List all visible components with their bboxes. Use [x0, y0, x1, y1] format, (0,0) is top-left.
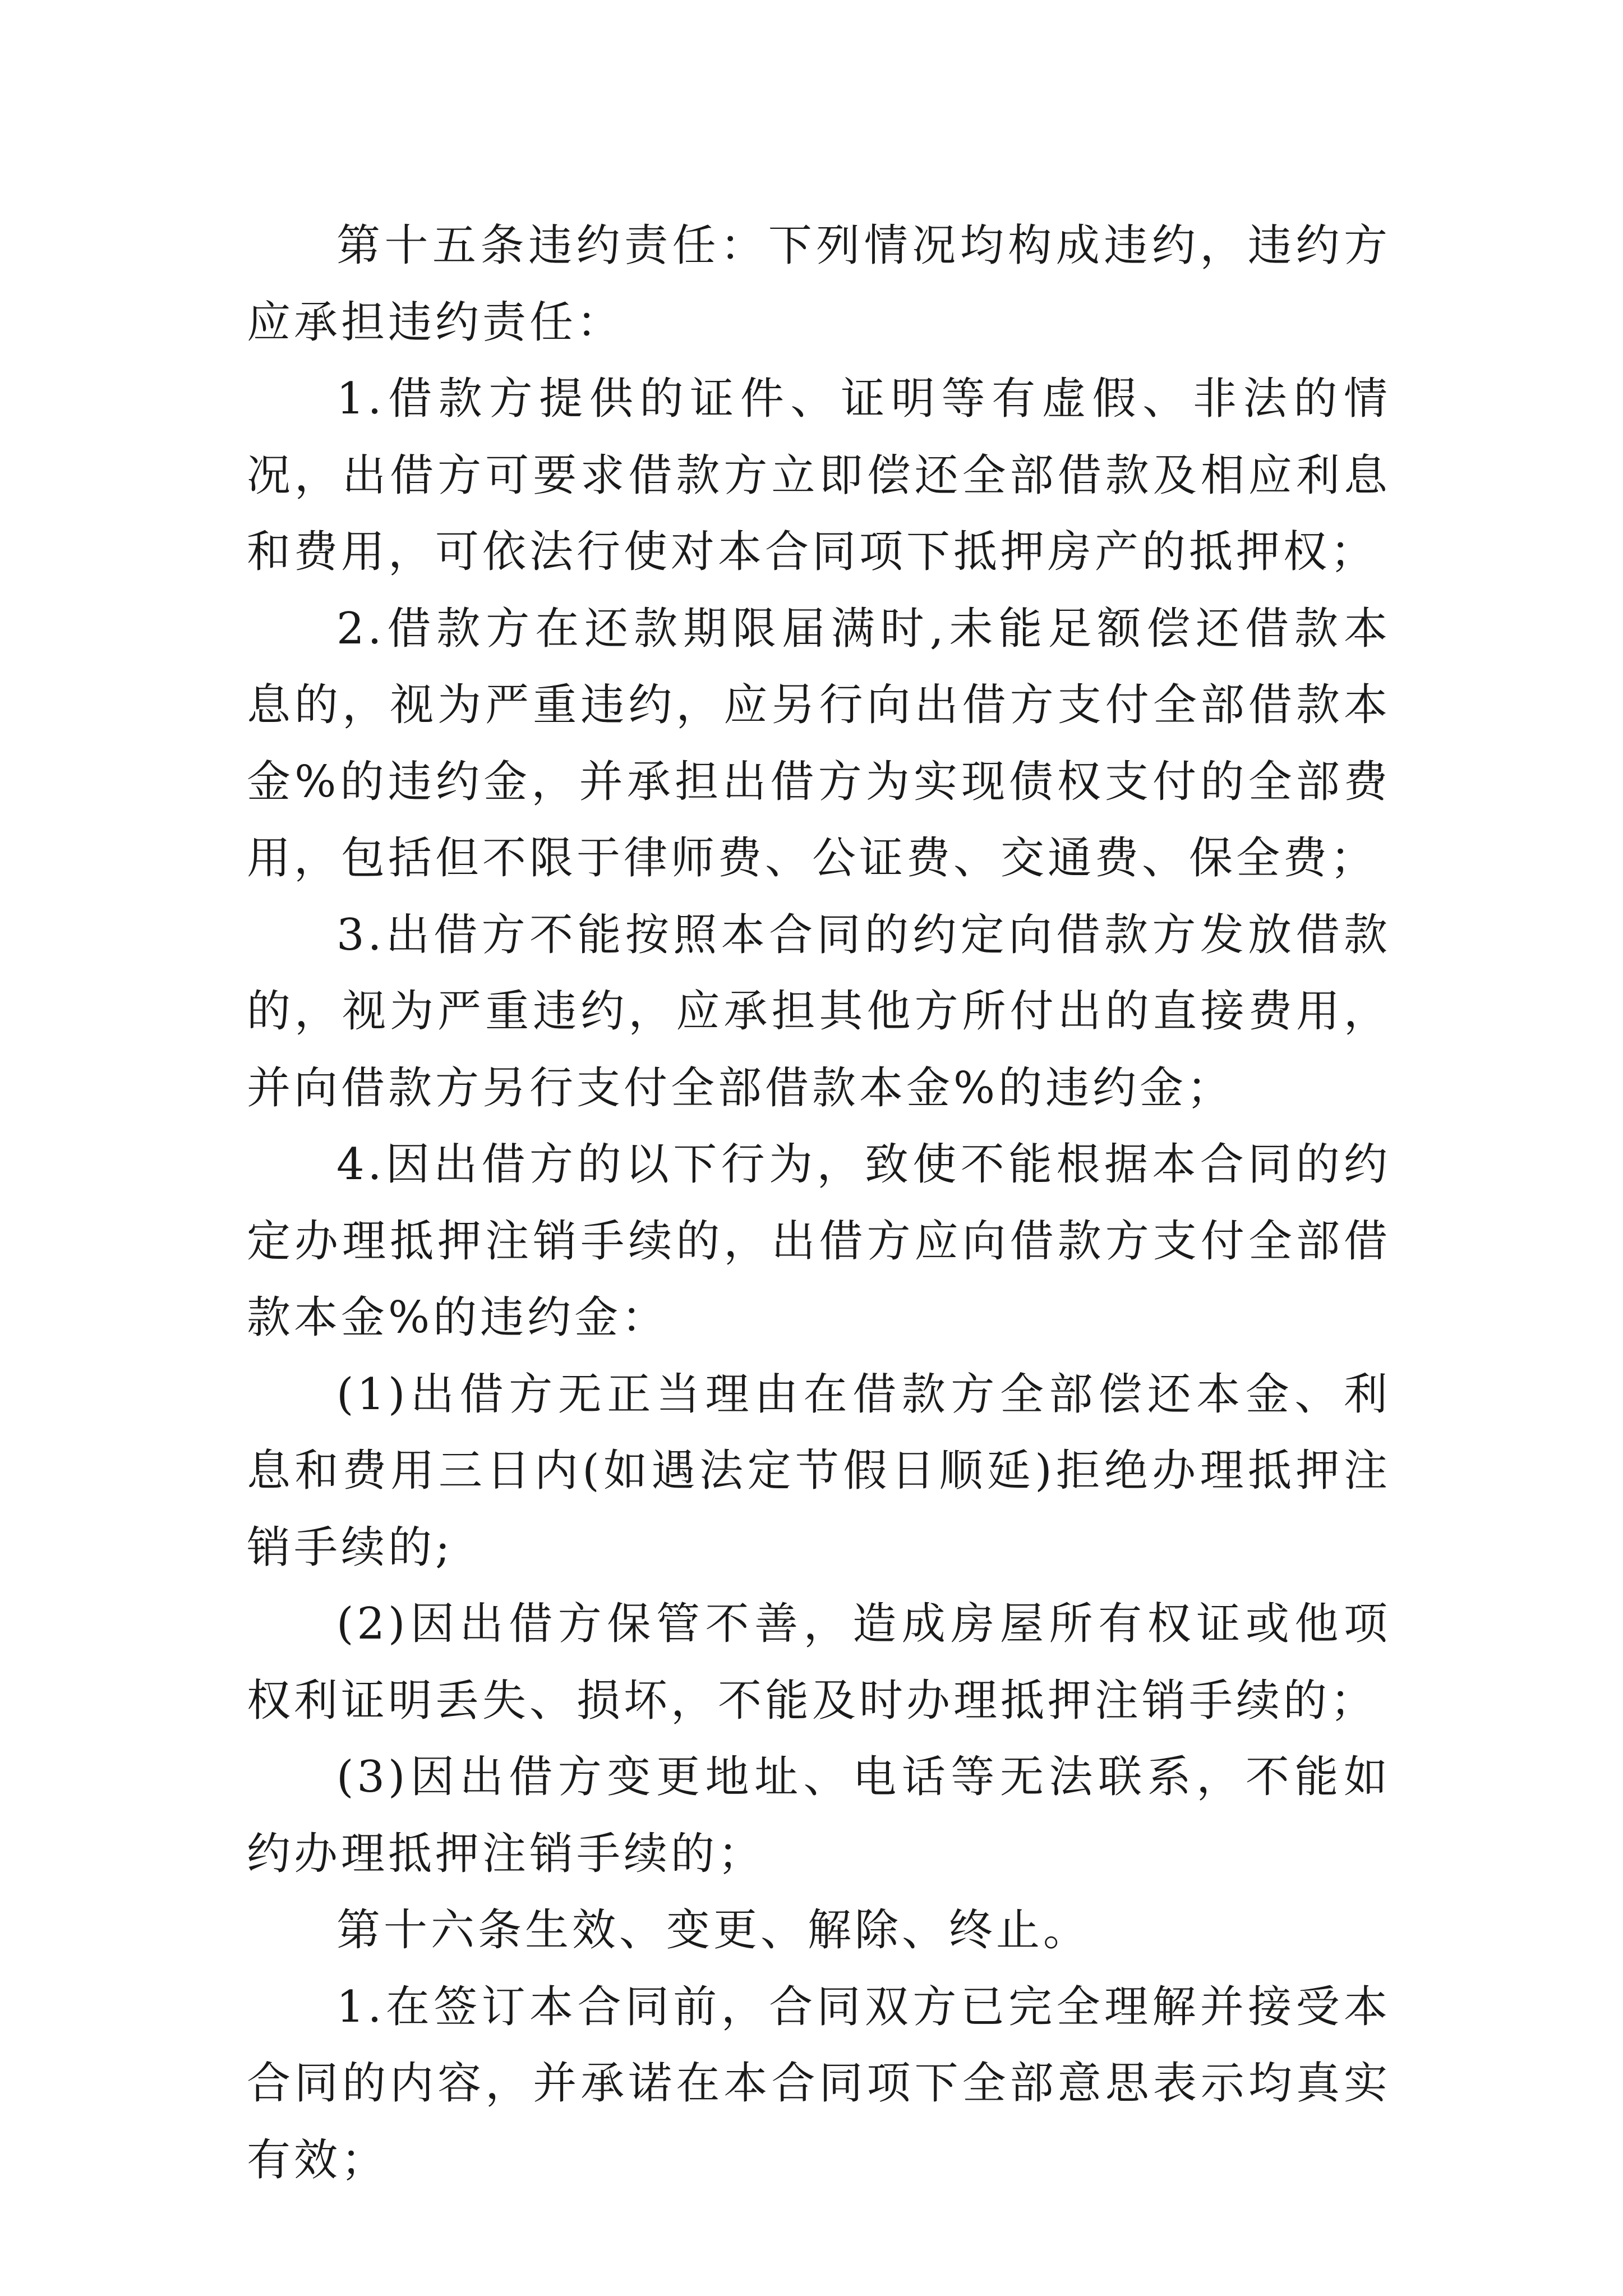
- paragraph-article-15-heading: 第十五条违约责任：下列情况均构成违约，违约方应承担违约责任：: [247, 220, 1391, 348]
- paragraph-article-16-clause-1: 1.在签订本合同前，合同双方已完全理解并接受本合同的内容，并承诺在本合同项下全部意思表示均真实有效；: [247, 1981, 1391, 2185]
- paragraph-subclause-1: (1)出借方无正当理由在借款方全部偿还本金、利息和费用三日内(如遇法定节假日顺延)拒绝办理抵押注销手续的;: [247, 1369, 1391, 1573]
- paragraph-clause-2: 2.借款方在还款期限届满时,未能足额偿还借款本息的，视为严重违约，应另行向出借方支付全部借款本金%的违约金，并承担出借方为实现债权支付的全部费用，包括但不限于律师费、公证费、交通费、保全费；: [247, 603, 1391, 884]
- document-body: [247, 208, 1391, 2198]
- paragraph-subclause-3: (3)因出借方变更地址、电话等无法联系，不能如约办理抵押注销手续的；: [247, 1752, 1391, 1879]
- paragraph-clause-3: 3.出借方不能按照本合同的约定向借款方发放借款的，视为严重违约，应承担其他方所付出的直接费用，并向借款方另行支付全部借款本金%的违约金；: [247, 909, 1391, 1114]
- paragraph-article-16-heading: 第十六条生效、变更、解除、终止。: [336, 1905, 1091, 1955]
- paragraph-clause-1: 1.借款方提供的证件、证明等有虚假、非法的情况，出借方可要求借款方立即偿还全部借款及相应利息和费用，可依法行使对本合同项下抵押房产的抵押权；: [247, 374, 1391, 577]
- paragraph-clause-4: 4.因出借方的以下行为，致使不能根据本合同的约定办理抵押注销手续的，出借方应向借款方支付全部借款本金%的违约金：: [247, 1139, 1391, 1343]
- paragraph-subclause-2: (2)因出借方保管不善，造成房屋所有权证或他项权利证明丢失、损坏，不能及时办理抵押注销手续的；: [247, 1599, 1391, 1726]
